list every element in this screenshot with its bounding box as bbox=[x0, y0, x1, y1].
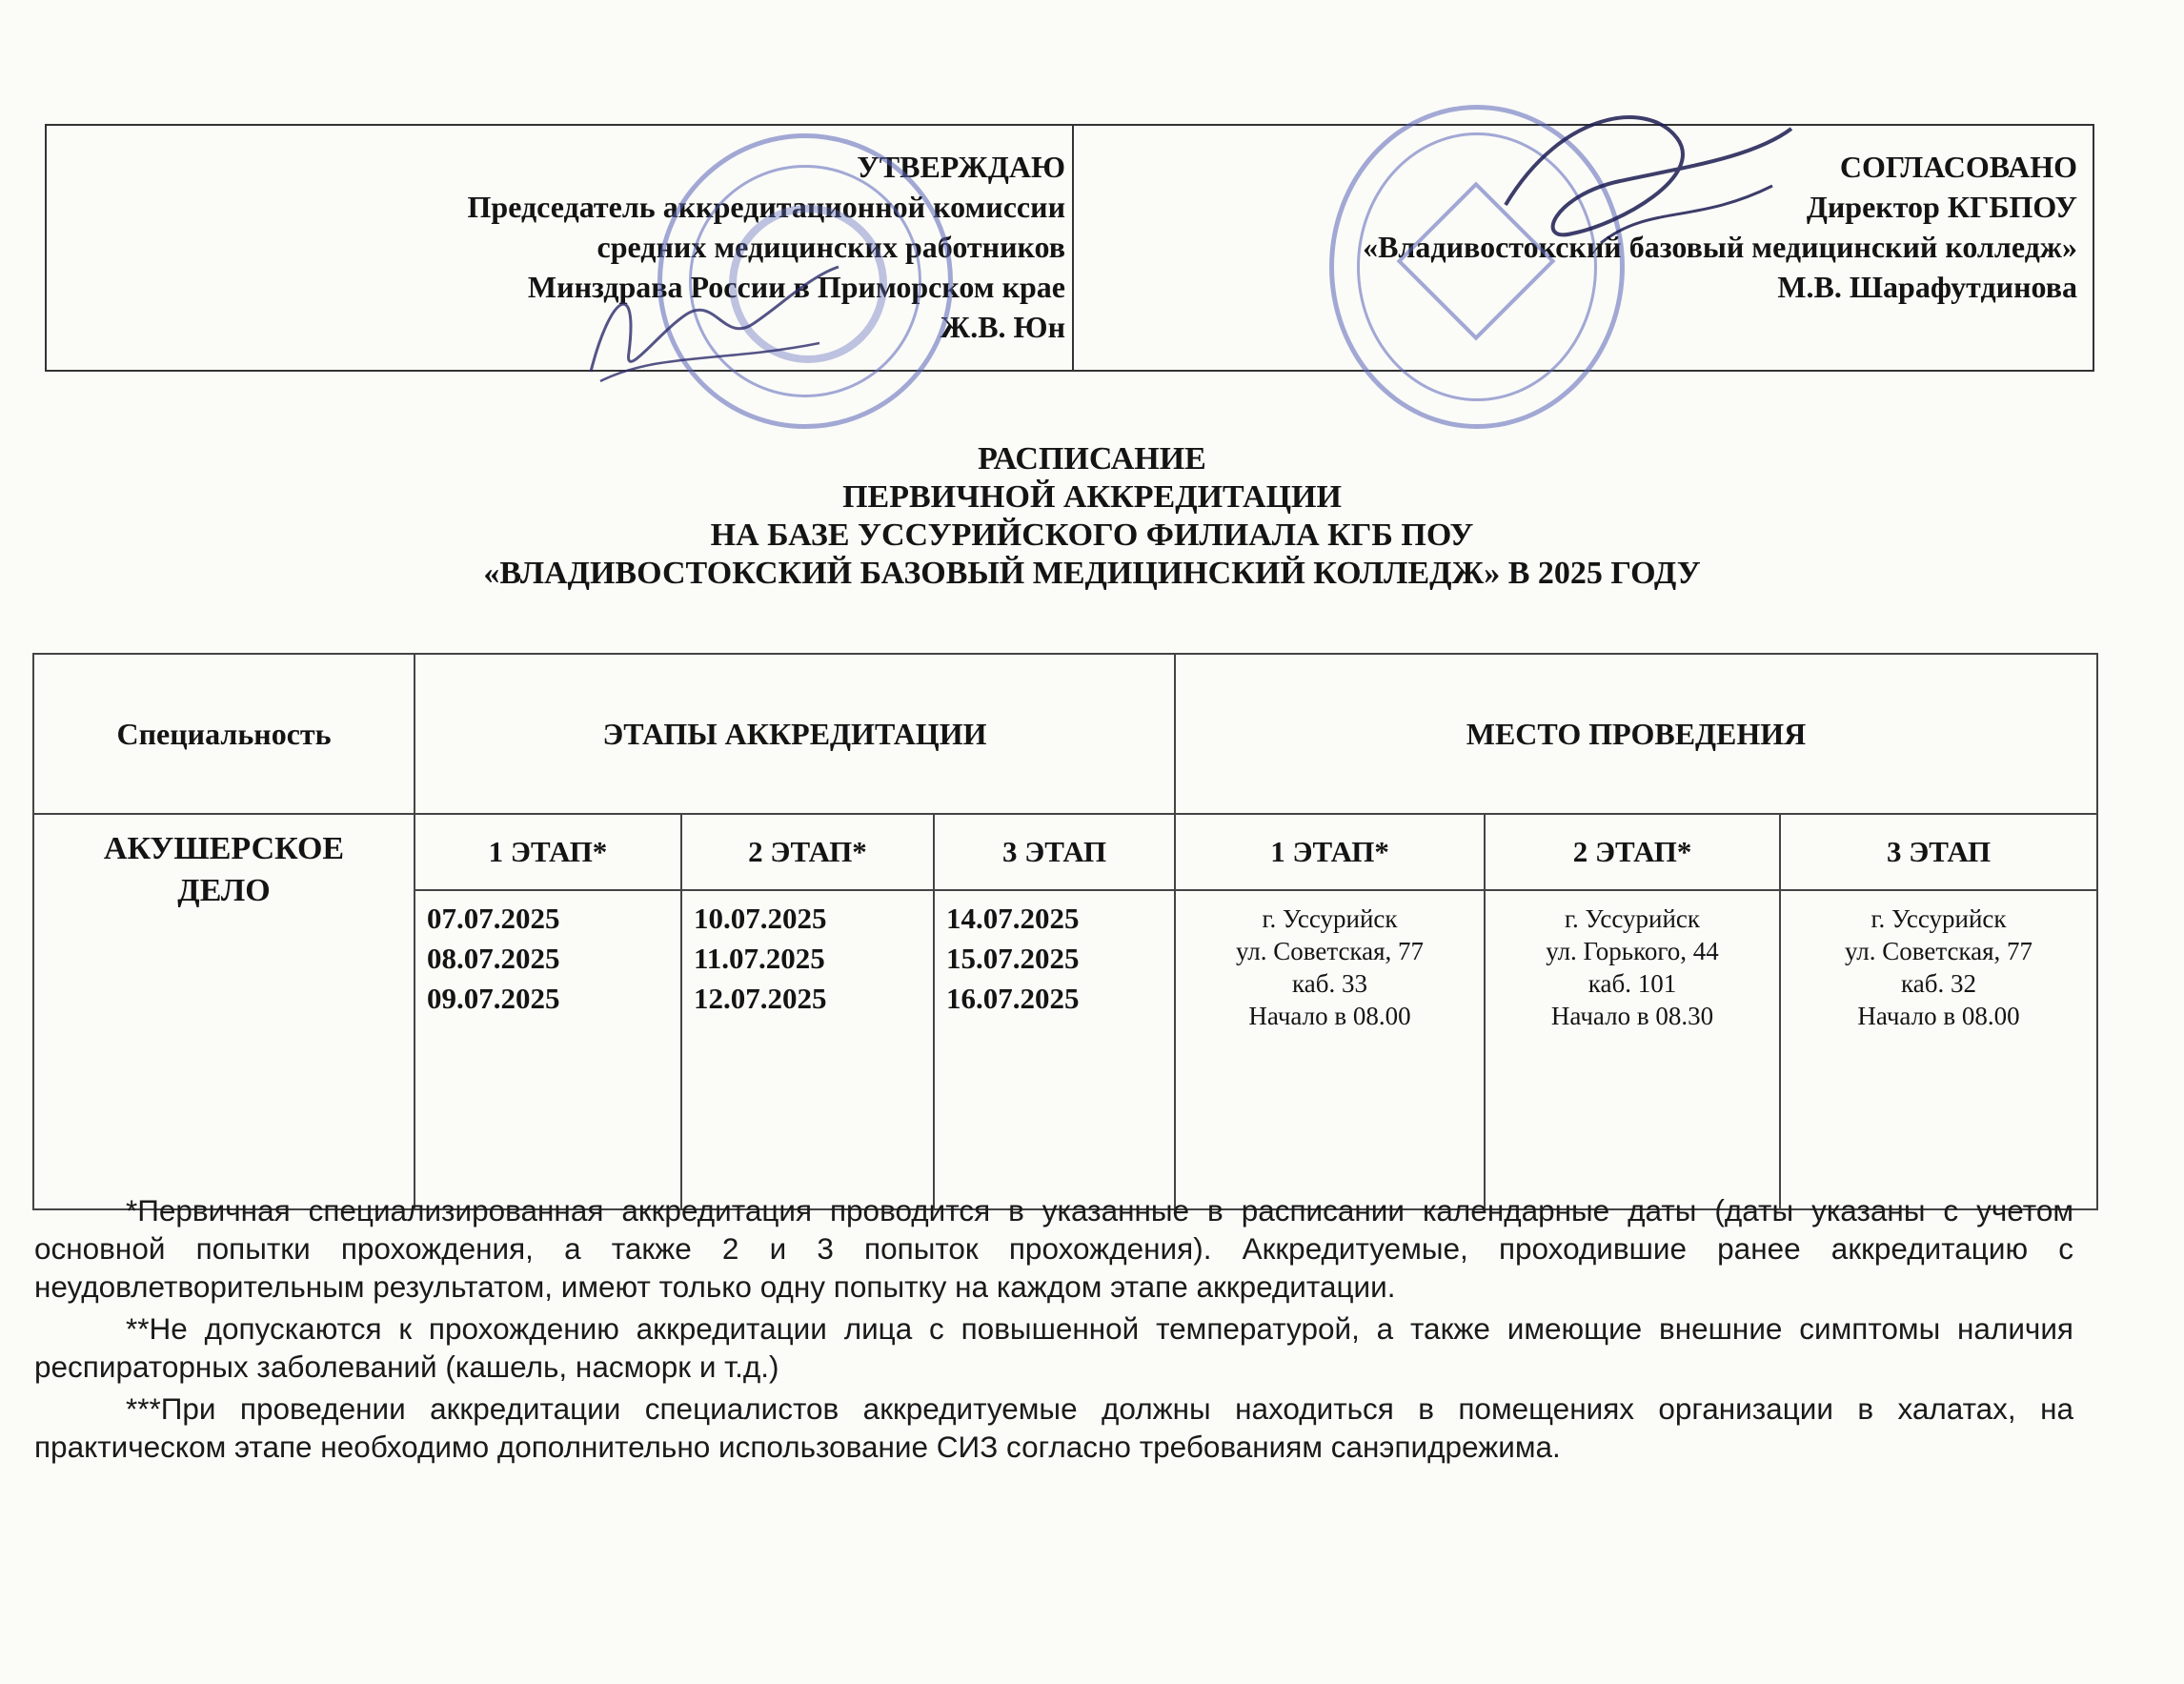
place-city: г. Уссурийск bbox=[1262, 904, 1398, 933]
place-stage-1 bbox=[1175, 890, 1485, 1209]
date: 10.07.2025 bbox=[694, 902, 827, 935]
place-stage-3 bbox=[1780, 890, 2097, 1209]
date: 14.07.2025 bbox=[946, 902, 1080, 935]
date: 15.07.2025 bbox=[946, 942, 1080, 975]
date: 16.07.2025 bbox=[946, 982, 1080, 1015]
approver-name: Ж.В. Юн bbox=[940, 310, 1065, 344]
footnote-3: ***При проведении аккредитации специалистов аккредитуемые должны находиться в помещениях организации в халатах, на практическом этапе необходимо дополнительно использование СИЗ согласно требованиям санэпидрежима. bbox=[34, 1391, 2073, 1464]
date: 07.07.2025 bbox=[427, 902, 560, 935]
place-street: ул. Советская, 77 bbox=[1235, 937, 1425, 965]
footnote-2: **Не допускаются к прохождению аккредитации лица с повышенной температурой, а также имеющие внешние симптомы наличия респираторных заболеваний (кашель, насморк и т.д.) bbox=[34, 1311, 2073, 1384]
title-line-4: «ВЛАДИВОСТОКСКИЙ БАЗОВЫЙ МЕДИЦИНСКИЙ КОЛЛЕДЖ» В 2025 ГОДУ bbox=[483, 556, 1701, 591]
agreer-position: Директор КГБПОУ bbox=[1806, 190, 2077, 224]
footnotes bbox=[34, 1191, 2073, 1470]
title-line-1: РАСПИСАНИЕ bbox=[978, 441, 1206, 477]
stage-1-dates bbox=[415, 890, 681, 1209]
date: 08.07.2025 bbox=[427, 942, 560, 975]
stage-3-dates bbox=[934, 890, 1175, 1209]
stage-2-dates bbox=[681, 890, 934, 1209]
table-header-row bbox=[33, 654, 2097, 814]
stage-2-header: 2 ЭТАП* bbox=[681, 814, 934, 890]
place-stage-2 bbox=[1485, 890, 1780, 1209]
place-stage-1-header: 1 ЭТАП* bbox=[1175, 814, 1485, 890]
place-city: г. Уссурийск bbox=[1565, 904, 1701, 933]
place-header: МЕСТО ПРОВЕДЕНИЯ bbox=[1175, 654, 2097, 814]
place-start-time: Начало в 08.00 bbox=[1248, 1002, 1411, 1030]
place-street: ул. Советская, 77 bbox=[1844, 937, 2033, 965]
place-room: каб. 101 bbox=[1587, 969, 1677, 998]
place-street: ул. Горького, 44 bbox=[1546, 937, 1719, 965]
document-title bbox=[0, 440, 2184, 593]
agreer-organization: «Владивостокский базовый медицинский колледж» bbox=[1363, 230, 2077, 264]
schedule-table bbox=[32, 653, 2098, 1210]
date: 09.07.2025 bbox=[427, 982, 560, 1015]
title-line-3: НА БАЗЕ УССУРИЙСКОГО ФИЛИАЛА КГБ ПОУ bbox=[710, 517, 1474, 553]
approver-position-line-1: Председатель аккредитационной комиссии bbox=[467, 190, 1065, 224]
place-start-time: Начало в 08.00 bbox=[1857, 1002, 2020, 1030]
place-room: каб. 32 bbox=[1901, 969, 1976, 998]
specialty-header: Специальность bbox=[33, 654, 415, 814]
place-stage-2-header: 2 ЭТАП* bbox=[1485, 814, 1780, 890]
place-stage-3-header: 3 ЭТАП bbox=[1780, 814, 2097, 890]
approved-heading: УТВЕРЖДАЮ bbox=[857, 150, 1065, 184]
title-line-2: ПЕРВИЧНОЙ АККРЕДИТАЦИИ bbox=[842, 479, 1342, 515]
signature-right bbox=[1486, 91, 1801, 272]
stage-header-row bbox=[33, 814, 2097, 890]
specialty-cell bbox=[33, 814, 415, 1209]
place-room: каб. 33 bbox=[1292, 969, 1367, 998]
footnote-1: *Первичная специализированная аккредитация проводится в указанные в расписании календарные даты (даты указаны с учетом основной попытки прохождения, а также 2 и 3 попыток прохождения). Аккредитуемые, проходившие ранее аккредитацию с неудовлетворительным результатом, имеют только одну попытку на каждом этапе аккредитации. bbox=[34, 1193, 2073, 1304]
approver-position-line-3: Минздрава России в Приморском крае bbox=[527, 270, 1065, 304]
approver-position-line-2: средних медицинских работников bbox=[597, 230, 1065, 264]
specialty-line-2: ДЕЛО bbox=[177, 873, 271, 908]
agreer-name: М.В. Шарафутдинова bbox=[1777, 270, 2077, 304]
agreed-heading: СОГЛАСОВАНО bbox=[1839, 150, 2077, 184]
place-city: г. Уссурийск bbox=[1871, 904, 2007, 933]
specialty-line-1: АКУШЕРСКОЕ bbox=[103, 831, 345, 866]
date: 12.07.2025 bbox=[694, 982, 827, 1015]
stages-header: ЭТАПЫ АККРЕДИТАЦИИ bbox=[415, 654, 1175, 814]
date: 11.07.2025 bbox=[694, 942, 825, 975]
place-start-time: Начало в 08.30 bbox=[1550, 1002, 1714, 1030]
stage-1-header: 1 ЭТАП* bbox=[415, 814, 681, 890]
signature-left bbox=[572, 238, 858, 391]
stage-3-header: 3 ЭТАП bbox=[934, 814, 1175, 890]
